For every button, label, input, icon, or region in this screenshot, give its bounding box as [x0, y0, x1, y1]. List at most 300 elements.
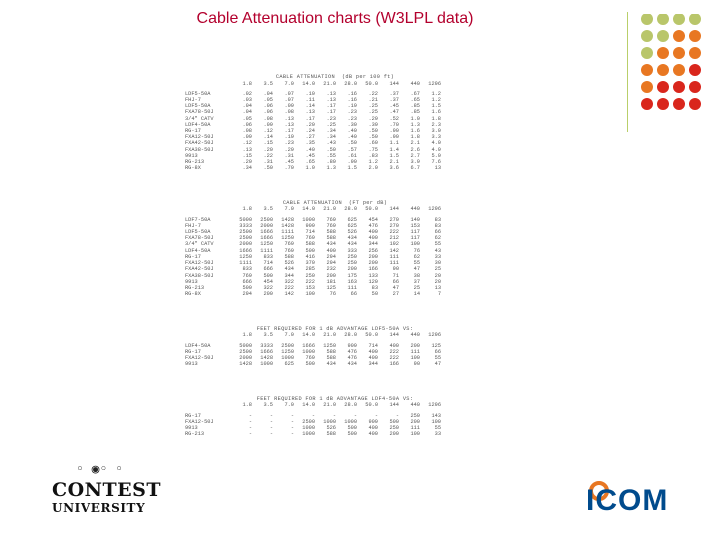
decorative-dot — [673, 14, 685, 25]
table-cell: 476 — [368, 222, 378, 229]
table-cell: 111 — [347, 284, 357, 291]
table-cell: 434 — [347, 361, 357, 368]
table-cell: 142 — [389, 247, 399, 254]
cable-name: RG-8X — [185, 291, 201, 298]
cable-name: LDF5-50A — [185, 90, 211, 97]
table-cell: 3.9 — [410, 159, 420, 166]
table-cell: .17 — [284, 128, 294, 135]
frequency-header: 50.0 — [365, 402, 378, 409]
table-cell: .45 — [389, 103, 399, 110]
table-cell: 62 — [434, 235, 441, 242]
table-cell: .40 — [305, 146, 315, 153]
frequency-header: 21.0 — [323, 332, 336, 339]
table-cell: 4.0 — [431, 140, 441, 147]
cable-name: FHJ-7 — [185, 222, 201, 229]
table-cell: .13 — [305, 109, 315, 116]
table-cell: 2000 — [260, 222, 273, 229]
table-cell: 500 — [347, 424, 357, 431]
table-cell: 400 — [389, 342, 399, 349]
table-cell: 294 — [326, 253, 336, 260]
cable-name: FXA78-50J — [185, 109, 214, 116]
table-cell: .11 — [305, 97, 315, 104]
table-cell: 111 — [410, 348, 420, 355]
table-cell: 434 — [326, 241, 336, 248]
table-cell: 1000 — [281, 354, 294, 361]
table-cell: .40 — [347, 134, 357, 141]
table-cell: .14 — [263, 134, 273, 141]
frequency-header: 3.5 — [263, 332, 273, 339]
table-cell: 100 — [431, 418, 441, 425]
table-cell: .06 — [263, 103, 273, 110]
table-cell: 1.5 — [347, 165, 357, 172]
table-cell: 200 — [410, 342, 420, 349]
table-cell: 200 — [410, 418, 420, 425]
table-cell: .17 — [305, 115, 315, 122]
table-cell: 526 — [347, 229, 357, 236]
cable-name: 9913 — [185, 361, 198, 368]
table-cell: .50 — [263, 165, 273, 172]
table-cell: 20 — [434, 272, 441, 279]
table-cell: 5000 — [239, 342, 252, 349]
frequency-header: 1296 — [428, 402, 441, 409]
table-cell: 256 — [368, 247, 378, 254]
decorative-dot — [657, 64, 669, 76]
table-cell: 476 — [347, 354, 357, 361]
table-cell: 222 — [389, 354, 399, 361]
table-cell: 270 — [389, 222, 399, 229]
decorative-dot — [673, 47, 685, 59]
table-cell: .06 — [263, 109, 273, 116]
contest-university-line2: UNIVERSITY — [52, 501, 146, 515]
table-cell: 1.8 — [431, 115, 441, 122]
table-cell: 1250 — [260, 241, 273, 248]
frequency-header-row — [185, 206, 485, 212]
table-cell: 1666 — [260, 235, 273, 242]
table-cell: 714 — [368, 342, 378, 349]
icom-logo — [586, 480, 676, 520]
table-cell: .16 — [347, 90, 357, 97]
table-cell: .90 — [347, 159, 357, 166]
table-cell: 769 — [305, 354, 315, 361]
frequency-header: 28.0 — [344, 80, 357, 87]
table-cell: 250 — [347, 253, 357, 260]
frequency-header-row — [185, 81, 485, 87]
table-cell: .65 — [305, 159, 315, 166]
frequency-header: 21.0 — [323, 206, 336, 213]
decorative-dot — [689, 14, 701, 25]
table-cell: 588 — [284, 253, 294, 260]
table-cell: 5.0 — [431, 152, 441, 159]
cable-name: RG-17 — [185, 412, 201, 419]
table-cell: 71 — [392, 272, 399, 279]
table-cell: 1.2 — [368, 159, 378, 166]
table-cell: .13 — [284, 115, 294, 122]
table-cell: 1250 — [323, 342, 336, 349]
table-cell: 588 — [305, 241, 315, 248]
table-cell: .75 — [368, 146, 378, 153]
table-cell: .07 — [284, 97, 294, 104]
table-cell: 33 — [434, 253, 441, 260]
decorative-dot-grid — [640, 14, 720, 114]
frequency-header: 28.0 — [344, 206, 357, 213]
frequency-header: 440 — [410, 402, 420, 409]
frequency-header: 28.0 — [344, 402, 357, 409]
table-cell: 38 — [413, 272, 420, 279]
table-cell: .15 — [242, 152, 252, 159]
table-cell: .57 — [347, 146, 357, 153]
table-cell: 1.5 — [389, 152, 399, 159]
table-cell: .17 — [326, 109, 336, 116]
table-cell: - — [290, 418, 294, 425]
decorative-dot — [641, 98, 653, 110]
table-cell: .80 — [326, 159, 336, 166]
table-cell: 47 — [392, 284, 399, 291]
table-cell: 222 — [305, 278, 315, 285]
table-cell: 55 — [434, 424, 441, 431]
table-cell: - — [311, 412, 315, 419]
frequency-header: 144 — [389, 80, 399, 87]
cable-name: 9913 — [185, 278, 198, 285]
table-cell: - — [290, 431, 294, 438]
table-cell: 200 — [368, 260, 378, 267]
table-cell: 1000 — [302, 348, 315, 355]
table-cell: .35 — [305, 140, 315, 147]
table-cell: 2.7 — [410, 152, 420, 159]
table-cell: 55 — [434, 354, 441, 361]
table-cell: 2.0 — [368, 165, 378, 172]
table-cell: 117 — [410, 229, 420, 236]
table-cell: .90 — [389, 128, 399, 135]
table-cell: 1000 — [302, 424, 315, 431]
table-cell: 222 — [389, 348, 399, 355]
table-cell: 400 — [368, 354, 378, 361]
table-cell: 588 — [326, 235, 336, 242]
cable-name: LDF5-50A — [185, 229, 211, 236]
table-cell: 117 — [410, 235, 420, 242]
table-cell: - — [248, 431, 252, 438]
table-cell: 1000 — [260, 361, 273, 368]
frequency-header: 7.0 — [284, 402, 294, 409]
table-attenuation-db — [185, 74, 485, 171]
table-cell: 1428 — [281, 222, 294, 229]
table-cell: 47 — [413, 266, 420, 273]
frequency-header: 50.0 — [365, 332, 378, 339]
table-cell: 500 — [305, 247, 315, 254]
table-cell: 90 — [392, 266, 399, 273]
table-cell: 1250 — [281, 348, 294, 355]
table-cell: .08 — [263, 115, 273, 122]
cable-name: FXA12-50J — [185, 354, 214, 361]
decorative-dot — [689, 81, 701, 93]
table-cell: .17 — [326, 103, 336, 110]
table-cell: 1.3 — [326, 165, 336, 172]
table-cell: 434 — [347, 241, 357, 248]
cable-name: RG-213 — [185, 284, 205, 291]
table-cell: 769 — [305, 235, 315, 242]
cable-name: FXA42-50J — [185, 140, 214, 147]
table-cell: .07 — [284, 90, 294, 97]
table-cell: 400 — [368, 348, 378, 355]
table-cell: .05 — [242, 115, 252, 122]
cable-name: FXA12-50J — [185, 418, 214, 425]
table-cell: 500 — [242, 284, 252, 291]
table-heading: CABLE ATTENUATION (dB per 100 ft) — [275, 74, 395, 81]
table-cell: 270 — [389, 216, 399, 223]
table-cell: 222 — [284, 284, 294, 291]
table-cell: 500 — [305, 361, 315, 368]
table-cell: 7 — [437, 291, 441, 298]
table-cell: 43 — [434, 247, 441, 254]
frequency-header: 7.0 — [284, 206, 294, 213]
table-heading: CABLE ATTENUATION (FT per dB) — [282, 200, 388, 207]
table-cell: - — [269, 418, 273, 425]
frequency-header: 1296 — [428, 332, 441, 339]
table-cell: .43 — [326, 140, 336, 147]
table-cell: .20 — [242, 159, 252, 166]
table-cell: .30 — [347, 121, 357, 128]
table-cell: .02 — [242, 90, 252, 97]
table-cell: 769 — [284, 241, 294, 248]
table-cell: 322 — [263, 284, 273, 291]
slide-title: Cable Attenuation charts (W3LPL data) — [196, 10, 474, 27]
table-cell: 37 — [413, 278, 420, 285]
table-cell: 111 — [389, 260, 399, 267]
table-cell: .14 — [305, 103, 315, 110]
table-cell: 2500 — [239, 348, 252, 355]
table-cell: 55 — [413, 260, 420, 267]
table-cell: 454 — [263, 278, 273, 285]
table-cell: .37 — [389, 90, 399, 97]
decorative-dot — [657, 98, 669, 110]
table-cell: 50 — [371, 291, 378, 298]
table-cell: 3333 — [260, 342, 273, 349]
frequency-header: 1.8 — [242, 206, 252, 213]
frequency-header: 28.0 — [344, 332, 357, 339]
table-cell: 588 — [326, 354, 336, 361]
table-cell: 833 — [263, 253, 273, 260]
table-cell: 1000 — [302, 431, 315, 438]
table-cell: .45 — [284, 159, 294, 166]
table-cell: .05 — [263, 97, 273, 104]
decorative-dot — [673, 81, 685, 93]
cable-name: RG-17 — [185, 253, 201, 260]
frequency-header-row — [185, 402, 485, 408]
table-cell: 714 — [305, 229, 315, 236]
table-cell: 2500 — [260, 216, 273, 223]
table-cell: 526 — [326, 424, 336, 431]
table-cell: 588 — [326, 431, 336, 438]
decorative-dot — [689, 47, 701, 59]
table-cell: 83 — [434, 216, 441, 223]
table-cell: 33 — [434, 431, 441, 438]
table-cell: 90 — [413, 361, 420, 368]
table-cell: 333 — [347, 247, 357, 254]
frequency-header-row — [185, 332, 485, 338]
frequency-header: 21.0 — [323, 402, 336, 409]
frequency-header: 1.8 — [242, 332, 252, 339]
cable-name: RG-213 — [185, 431, 205, 438]
table-cell: .10 — [305, 90, 315, 97]
table-cell: 625 — [347, 222, 357, 229]
table-cell: 454 — [368, 216, 378, 223]
table-cell: .20 — [305, 121, 315, 128]
table-cell: 250 — [410, 412, 420, 419]
table-cell: .25 — [368, 109, 378, 116]
table-cell: 769 — [242, 272, 252, 279]
table-cell: .24 — [305, 128, 315, 135]
cable-name: FXA38-50J — [185, 272, 214, 279]
table-cell: 1.2 — [431, 90, 441, 97]
decorative-divider — [627, 12, 628, 132]
table-cell: 1.6 — [431, 109, 441, 116]
table-cell: 100 — [410, 354, 420, 361]
cable-name: 9913 — [185, 152, 198, 159]
table-cell: 1666 — [302, 342, 315, 349]
table-cell: - — [248, 412, 252, 419]
cable-name: FXA12-50J — [185, 260, 214, 267]
table-cell: .08 — [242, 128, 252, 135]
table-cell: 344 — [368, 241, 378, 248]
table-cell: 434 — [326, 361, 336, 368]
cable-name: FXA42-50J — [185, 266, 214, 273]
table-cell: 909 — [347, 342, 357, 349]
table-cell: .12 — [263, 128, 273, 135]
table-cell: .13 — [242, 146, 252, 153]
table-cell: .19 — [284, 134, 294, 141]
table-cell: .04 — [242, 103, 252, 110]
frequency-header: 440 — [410, 206, 420, 213]
cable-name: RG-17 — [185, 128, 201, 135]
frequency-header: 14.0 — [302, 402, 315, 409]
table-cell: .67 — [410, 90, 420, 97]
table-cell: 1250 — [281, 235, 294, 242]
table-cell: 909 — [368, 418, 378, 425]
table-cell: - — [269, 412, 273, 419]
table-cell: - — [269, 424, 273, 431]
table-cell: 5000 — [239, 216, 252, 223]
table-cell: .40 — [347, 128, 357, 135]
table-cell: 166 — [389, 361, 399, 368]
contest-university-logo — [52, 462, 162, 515]
table-cell: 2500 — [302, 418, 315, 425]
row-label-spacer — [185, 402, 231, 408]
cable-name: RG-17 — [185, 348, 201, 355]
table-cell: 47 — [434, 361, 441, 368]
frequency-header: 144 — [389, 332, 399, 339]
cable-name: LDF5-50A — [185, 103, 211, 110]
table-cell: .20 — [263, 146, 273, 153]
table-cell: - — [353, 412, 357, 419]
table-cell: .29 — [284, 146, 294, 153]
table-cell: .45 — [305, 152, 315, 159]
table-cell: .34 — [326, 134, 336, 141]
table-cell: 1.1 — [389, 140, 399, 147]
table-cell: 1111 — [239, 260, 252, 267]
table-cell: 7.6 — [431, 159, 441, 166]
table-cell: 133 — [368, 272, 378, 279]
table-cell: 2000 — [239, 241, 252, 248]
table-cell: 666 — [263, 266, 273, 273]
table-cell: 400 — [326, 247, 336, 254]
table-cell: 192 — [389, 241, 399, 248]
table-cell: 1666 — [260, 348, 273, 355]
table-cell: 20 — [434, 278, 441, 285]
table-cell: 1666 — [260, 229, 273, 236]
table-cell: 2500 — [239, 235, 252, 242]
table-cell: 25 — [434, 266, 441, 273]
table-cell: 400 — [368, 431, 378, 438]
table-cell: 25 — [413, 284, 420, 291]
decorative-dot — [641, 64, 653, 76]
table-cell: 181 — [326, 278, 336, 285]
table-cell: .39 — [368, 121, 378, 128]
frequency-header: 1.8 — [242, 402, 252, 409]
table-cell: 125 — [431, 342, 441, 349]
table-cell: 588 — [326, 348, 336, 355]
table-cell: 370 — [305, 260, 315, 267]
table-advantage-ldf4 — [185, 396, 485, 437]
table-cell: 1000 — [302, 216, 315, 223]
table-cell: .08 — [284, 109, 294, 116]
table-cell: 344 — [368, 361, 378, 368]
table-cell: 76 — [329, 291, 336, 298]
table-cell: .70 — [389, 121, 399, 128]
table-cell: 200 — [368, 253, 378, 260]
table-row — [185, 431, 485, 437]
table-cell: 100 — [305, 291, 315, 298]
table-cell: .52 — [389, 115, 399, 122]
frequency-header: 7.0 — [284, 80, 294, 87]
row-label-spacer — [185, 206, 231, 212]
table-cell: 6.7 — [410, 165, 420, 172]
table-cell: .37 — [389, 97, 399, 104]
cable-name: RG-213 — [185, 159, 205, 166]
table-cell: 2500 — [239, 229, 252, 236]
table-cell: 83 — [434, 222, 441, 229]
table-cell: 200 — [347, 266, 357, 273]
table-cell: 1000 — [323, 418, 336, 425]
table-advantage-ldf5 — [185, 326, 485, 367]
table-cell: 200 — [389, 431, 399, 438]
table-cell: 66 — [392, 278, 399, 285]
decorative-dot — [673, 64, 685, 76]
frequency-header: 144 — [389, 206, 399, 213]
table-cell: 1111 — [281, 229, 294, 236]
decorative-dot — [657, 81, 669, 93]
frequency-header: 7.0 — [284, 332, 294, 339]
table-cell: 111 — [389, 253, 399, 260]
table-cell: 125 — [326, 284, 336, 291]
table-cell: 1.2 — [431, 97, 441, 104]
table-cell: .23 — [326, 115, 336, 122]
table-cell: .34 — [326, 128, 336, 135]
table-cell: 250 — [305, 272, 315, 279]
table-cell: 163 — [347, 278, 357, 285]
table-cell: - — [290, 424, 294, 431]
table-cell: 434 — [347, 235, 357, 242]
decorative-dot — [657, 30, 669, 42]
frequency-header: 50.0 — [365, 206, 378, 213]
decorative-dot — [689, 30, 701, 42]
table-cell: - — [374, 412, 378, 419]
table-cell: 588 — [326, 229, 336, 236]
table-cell: 66 — [434, 229, 441, 236]
table-cell: - — [395, 412, 399, 419]
contest-university-callsign: ◦ ◉◦ ◦ — [76, 462, 123, 477]
table-cell: .12 — [242, 140, 252, 147]
table-cell: .60 — [368, 140, 378, 147]
table-heading: FEET REQUIRED FOR 1 dB ADVANTAGE LDF5-50A VS: — [256, 326, 414, 333]
